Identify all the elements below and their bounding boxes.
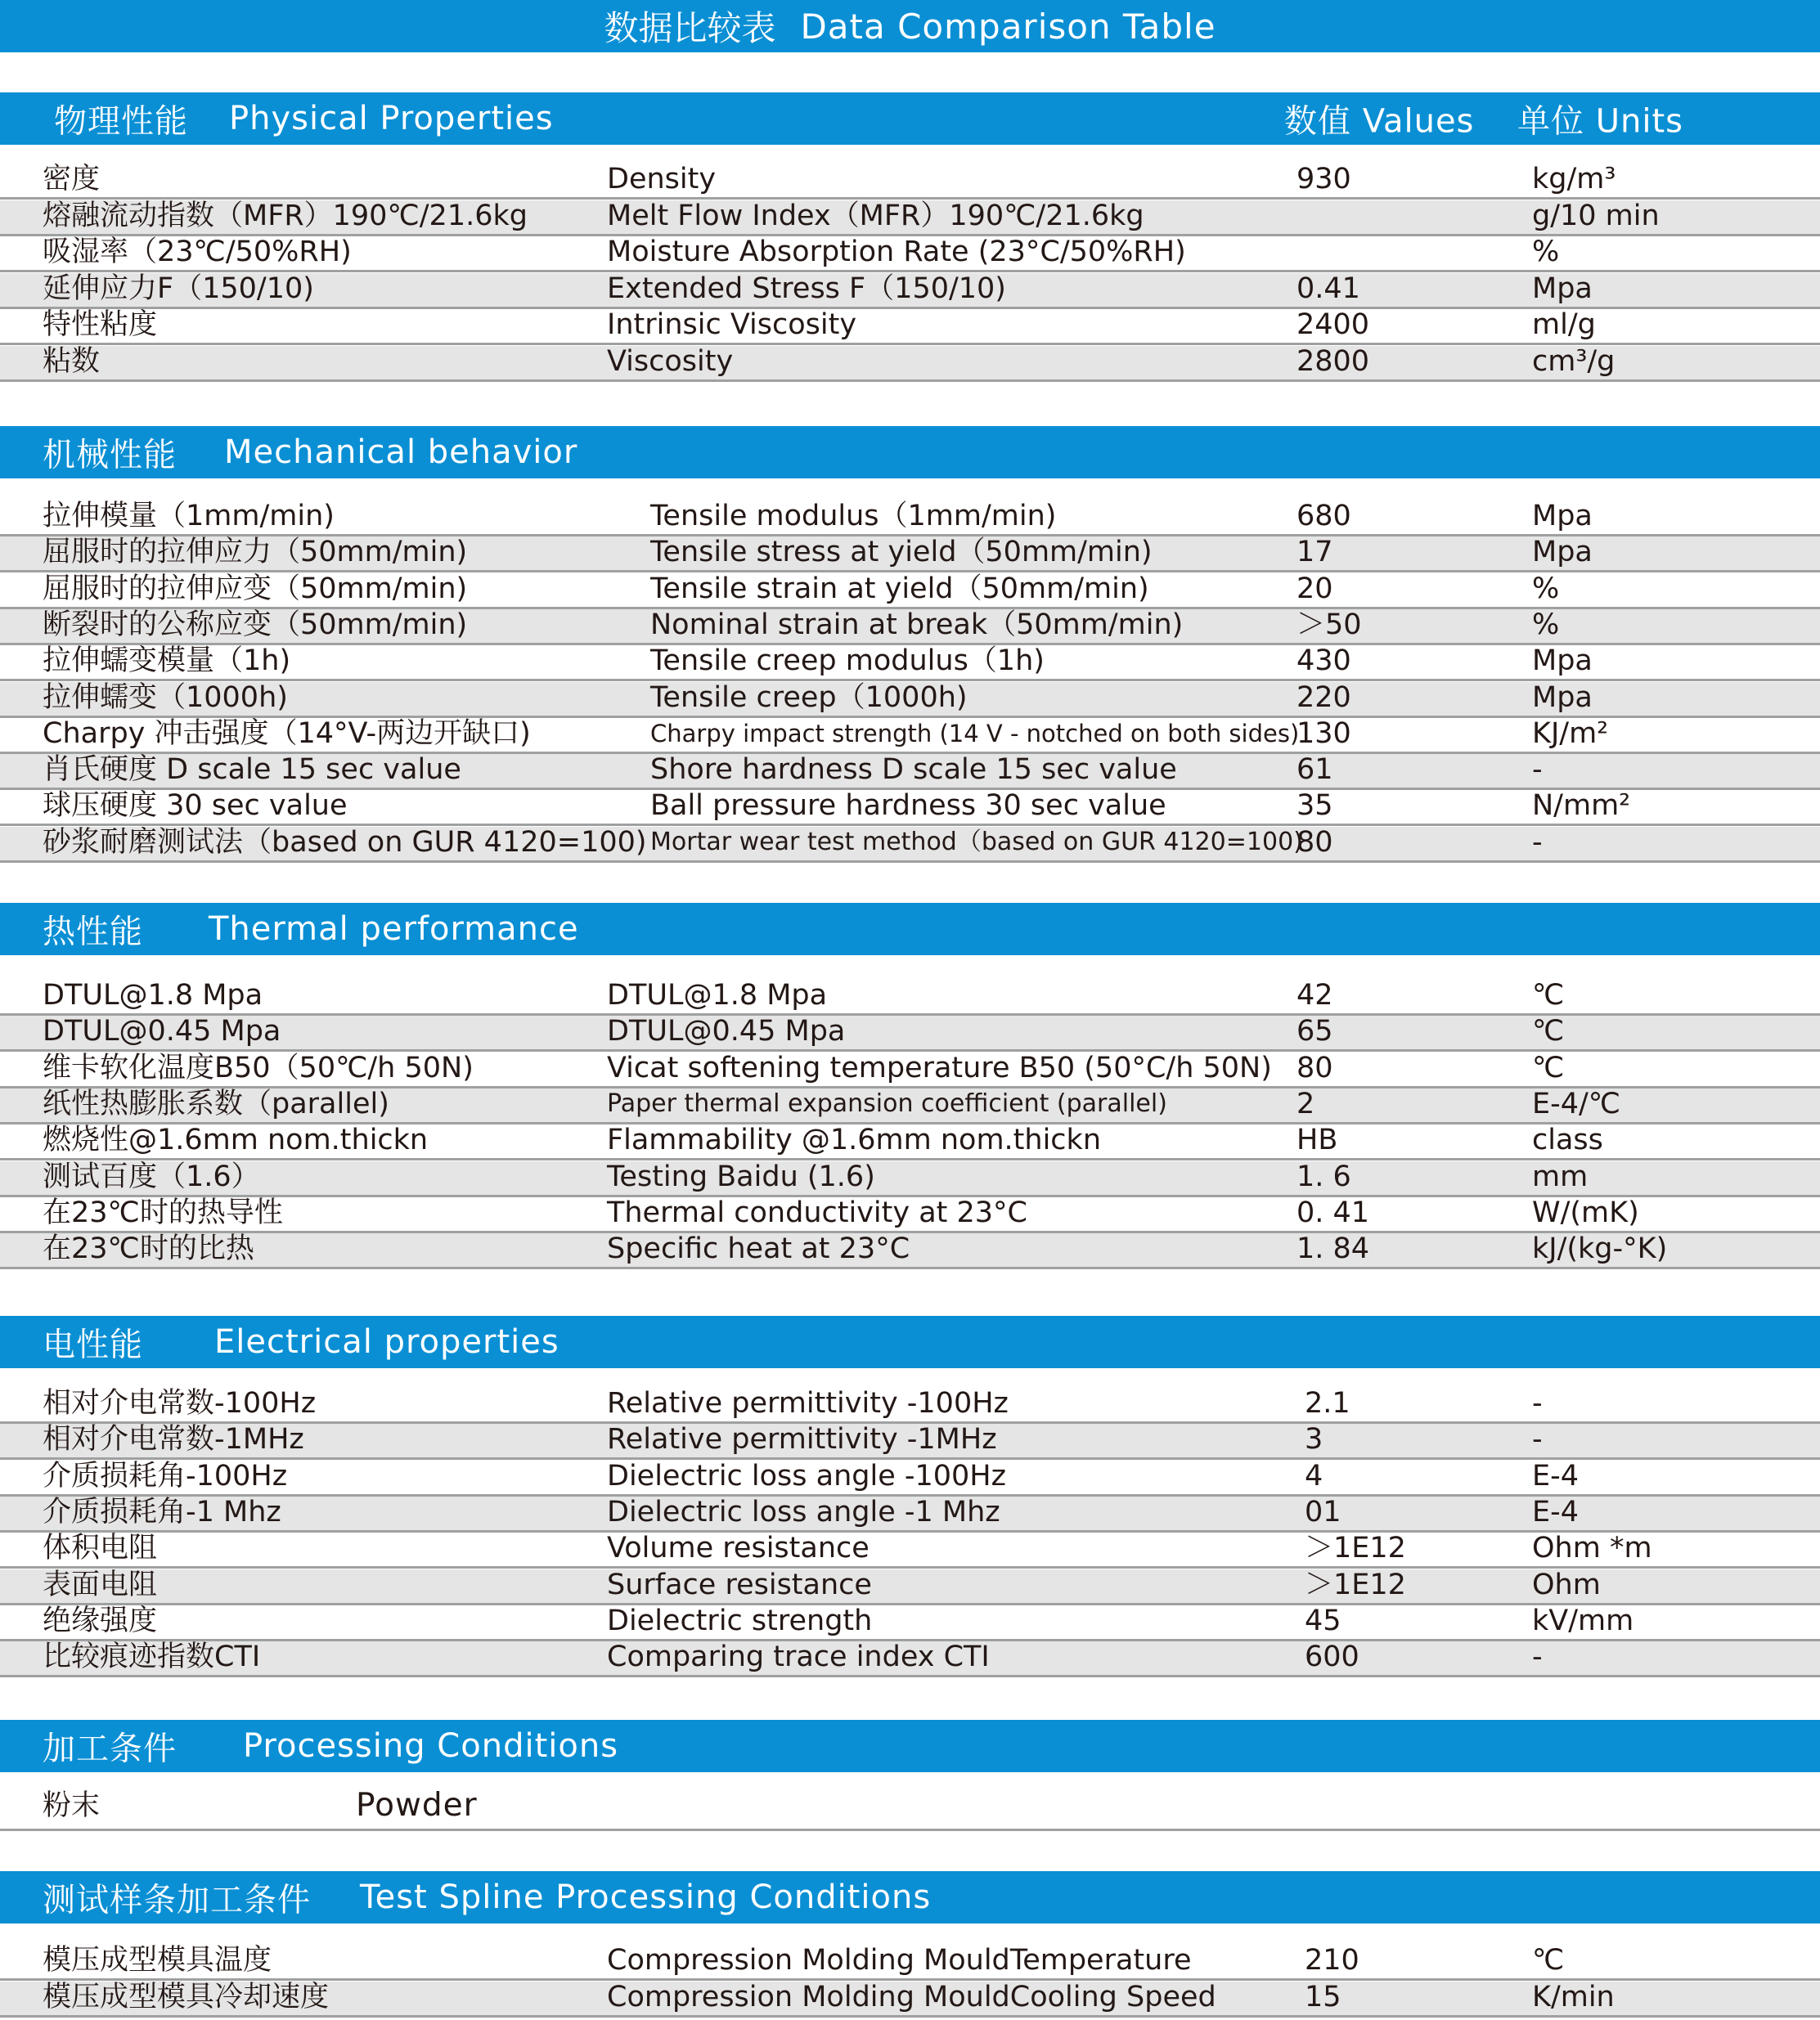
property-value: 2.1	[1305, 1387, 1350, 1420]
section-title-zh: 机械性能	[43, 436, 177, 474]
table-row	[0, 1569, 1820, 1605]
section-title-en: Test Spline Processing Conditions	[360, 1879, 932, 1916]
property-name-en: Moisture Absorption Rate (23°C/50%RH)	[607, 236, 1186, 268]
processing-section-header	[0, 1720, 1820, 1772]
property-name-en: Tensile strain at yield（50mm/min)	[650, 572, 1149, 605]
property-value: 210	[1305, 1944, 1359, 1977]
property-name-en: Tensile stress at yield（50mm/min)	[650, 536, 1153, 569]
property-unit: -	[1532, 1387, 1543, 1420]
property-name-zh: 粘数	[43, 344, 101, 378]
property-name-zh: 模压成型模具温度	[43, 1944, 272, 1977]
section-title-zh: 热性能	[43, 913, 143, 951]
electrical-section-header	[0, 1316, 1820, 1368]
property-value: ＞50	[1296, 608, 1362, 641]
property-unit: E-4	[1532, 1459, 1580, 1493]
property-name-en: DTUL@0.45 Mpa	[607, 1015, 846, 1048]
property-value: 61	[1296, 753, 1333, 787]
property-value: 1. 84	[1296, 1232, 1370, 1266]
table-row	[0, 682, 1820, 718]
table-row	[0, 609, 1820, 645]
property-unit: Mpa	[1532, 536, 1593, 569]
property-name-zh: 屈服时的拉伸应变（50mm/min)	[43, 572, 468, 605]
property-name-en: DTUL@1.8 Mpa	[607, 979, 828, 1012]
table-row	[0, 718, 1820, 754]
property-name-zh: 拉伸蠕变（1000h)	[43, 680, 288, 714]
table-row	[0, 501, 1820, 536]
property-unit: Mpa	[1532, 272, 1593, 305]
table-row	[0, 1641, 1820, 1677]
section-title-en: Mechanical behavior	[224, 433, 578, 471]
section-title-en: Processing Conditions	[243, 1727, 619, 1765]
test-spline-section-header	[0, 1871, 1820, 1923]
property-name-zh: 熔融流动指数（MFR）190℃/21.6kg	[43, 199, 528, 232]
property-name-zh: 相对介电常数-1MHz	[43, 1423, 304, 1457]
property-name-zh: 砂浆耐磨测试法（based on GUR 4120=100)	[43, 825, 647, 859]
property-value: 17	[1296, 536, 1333, 569]
property-name-en: Compression Molding MouldTemperature	[607, 1944, 1192, 1977]
property-name-en: Extended Stress F（150/10)	[607, 272, 1006, 305]
thermal-section-header	[0, 903, 1820, 955]
property-unit: KJ/m²	[1532, 716, 1609, 750]
table-row	[0, 1945, 1820, 1981]
property-unit: kV/mm	[1532, 1604, 1634, 1637]
property-unit: %	[1532, 572, 1560, 605]
property-name-zh: DTUL@1.8 Mpa	[43, 979, 263, 1012]
property-name-zh: 屈服时的拉伸应力（50mm/min)	[43, 536, 468, 569]
property-unit: ℃	[1532, 979, 1565, 1012]
property-unit: ml/g	[1532, 308, 1596, 341]
property-name-zh: 介质损耗角-100Hz	[43, 1459, 288, 1493]
property-name-en: Volume resistance	[607, 1532, 870, 1565]
property-name-zh: 相对介电常数-100Hz	[43, 1387, 317, 1420]
property-name-zh: 测试百度（1.6）	[43, 1160, 260, 1193]
section-title-en: Thermal performance	[209, 910, 579, 948]
section-title-zh: 物理性能	[54, 102, 188, 141]
property-unit: kg/m³	[1532, 163, 1616, 195]
section-title-zh: 电性能	[43, 1326, 143, 1364]
property-value: ＞1E12	[1305, 1532, 1406, 1565]
property-unit: kJ/(kg-°K)	[1532, 1232, 1668, 1266]
property-name-zh: 介质损耗角-1 Mhz	[43, 1495, 281, 1528]
property-name-en: Surface resistance	[607, 1568, 872, 1601]
property-unit: -	[1532, 1423, 1543, 1457]
property-name-zh: 绝缘强度	[43, 1604, 158, 1637]
property-name-zh: 断裂时的公称应变（50mm/min)	[43, 608, 468, 641]
property-value: 35	[1296, 789, 1333, 823]
property-value: 80	[1296, 1051, 1333, 1084]
table-row	[0, 236, 1820, 272]
section-title-zh: 测试样条加工条件	[43, 1881, 311, 1919]
property-name-en: Intrinsic Viscosity	[607, 308, 857, 341]
property-value: 0.41	[1296, 272, 1360, 305]
property-unit: Ohm	[1532, 1568, 1601, 1601]
table-row	[0, 1497, 1820, 1533]
property-name-en: Testing Baidu (1.6)	[607, 1160, 875, 1193]
property-unit: N/mm²	[1532, 789, 1631, 823]
section-title-en: Electrical properties	[214, 1323, 559, 1361]
table-row	[0, 645, 1820, 681]
table-row	[0, 1016, 1820, 1052]
property-value: 1. 6	[1296, 1160, 1351, 1193]
property-name-zh: 延伸应力F（150/10)	[43, 272, 314, 305]
physical-section-header	[0, 92, 1820, 145]
property-name-en: Specific heat at 23°C	[607, 1232, 910, 1266]
table-row	[0, 164, 1820, 200]
table-row	[0, 200, 1820, 236]
property-name-en: Tensile modulus（1mm/min)	[650, 500, 1057, 532]
property-name-en: Shore hardness D scale 15 sec value	[650, 753, 1177, 787]
property-name-zh: 体积电阻	[43, 1532, 158, 1565]
property-name-zh: 密度	[43, 163, 101, 195]
table-row	[0, 273, 1820, 309]
property-name-en: Mortar wear test method（based on GUR 4120=100)	[650, 827, 1303, 856]
title-en: Data Comparison Table	[800, 6, 1216, 47]
processing-row	[0, 1772, 1820, 1831]
table-row	[0, 1533, 1820, 1569]
table-row	[0, 1388, 1820, 1424]
property-value: 20	[1296, 572, 1333, 605]
values-column-header: 数值 Values	[1284, 102, 1475, 141]
property-unit: cm³/g	[1532, 344, 1616, 378]
property-unit: W/(mK)	[1532, 1196, 1639, 1229]
mechanical-section-header	[0, 426, 1820, 478]
property-name-zh: 表面电阻	[43, 1568, 158, 1601]
property-value: 130	[1296, 716, 1351, 750]
property-name-en: Relative permittivity -100Hz	[607, 1387, 1009, 1420]
property-unit: %	[1532, 608, 1560, 641]
property-value: 15	[1305, 1980, 1341, 2013]
property-name-en: Relative permittivity -1MHz	[607, 1423, 997, 1457]
property-value: 430	[1296, 644, 1351, 678]
property-name-zh: 比较痕迹指数CTI	[43, 1641, 261, 1674]
property-name-zh: 在23℃时的热导性	[43, 1196, 283, 1229]
property-unit: Mpa	[1532, 680, 1593, 714]
property-value: 65	[1296, 1015, 1333, 1048]
table-row	[0, 1982, 1820, 2018]
table-row	[0, 1197, 1820, 1233]
table-row	[0, 1124, 1820, 1160]
property-unit: E-4/℃	[1532, 1087, 1621, 1120]
property-name-zh: 维卡软化温度B50（50℃/h 50N)	[43, 1051, 474, 1084]
property-value: 600	[1305, 1641, 1359, 1674]
property-name-zh: 拉伸模量（1mm/min)	[43, 500, 335, 532]
property-unit: Mpa	[1532, 644, 1593, 678]
property-name-en: Vicat softening temperature B50 (50°C/h 50N)	[607, 1051, 1272, 1084]
property-name-en: Density	[607, 163, 717, 195]
property-name-en: Comparing trace index CTI	[607, 1641, 990, 1674]
property-unit: ℃	[1532, 1051, 1565, 1084]
property-name-en: Dielectric strength	[607, 1604, 873, 1637]
property-name-zh: 吸湿率（23℃/50%RH)	[43, 236, 352, 268]
table-row	[0, 346, 1820, 382]
property-value: 0. 41	[1296, 1196, 1370, 1229]
property-unit: E-4	[1532, 1495, 1580, 1528]
property-unit: -	[1532, 1641, 1543, 1674]
property-unit: ℃	[1532, 1015, 1565, 1048]
property-value: ＞1E12	[1305, 1568, 1406, 1601]
property-unit: -	[1532, 825, 1543, 859]
table-row	[0, 980, 1820, 1016]
property-name-en: Dielectric loss angle -100Hz	[607, 1459, 1007, 1493]
table-row	[0, 1053, 1820, 1089]
property-name-en: Viscosity	[607, 344, 734, 378]
property-unit: Ohm *m	[1532, 1532, 1652, 1565]
property-name-zh: 特性粘度	[43, 308, 158, 341]
property-unit: mm	[1532, 1160, 1589, 1193]
table-row	[0, 1605, 1820, 1641]
table-row	[0, 1233, 1820, 1269]
property-value: 80	[1296, 825, 1333, 859]
property-value: 3	[1305, 1423, 1323, 1457]
table-row	[0, 309, 1820, 345]
property-name-zh: 球压硬度 30 sec value	[43, 789, 348, 823]
property-name-zh: Charpy 冲击强度（14°V-两边开缺口)	[43, 716, 531, 750]
property-name-en: Thermal conductivity at 23°C	[607, 1196, 1027, 1229]
property-value: 2	[1296, 1087, 1315, 1120]
property-value: 45	[1305, 1604, 1341, 1637]
property-unit: Mpa	[1532, 500, 1593, 532]
property-unit: ℃	[1532, 1944, 1565, 1977]
property-name-en: Compression Molding MouldCooling Speed	[607, 1980, 1216, 2013]
property-name-en: Paper thermal expansion coefficient (parallel)	[607, 1089, 1167, 1118]
property-name-zh: 纸性热膨胀系数（parallel)	[43, 1087, 389, 1120]
property-name-zh: 肖氏硬度 D scale 15 sec value	[43, 753, 461, 787]
property-unit: class	[1532, 1124, 1603, 1157]
processing-zh: 粉末	[43, 1789, 101, 1822]
table-row	[0, 827, 1820, 863]
property-value: 680	[1296, 500, 1351, 532]
property-unit: -	[1532, 753, 1543, 787]
table-row	[0, 1424, 1820, 1460]
property-name-en: Nominal strain at break（50mm/min)	[650, 608, 1184, 641]
table-row	[0, 1089, 1820, 1124]
table-row	[0, 754, 1820, 790]
property-value: 2400	[1296, 308, 1370, 341]
property-name-en: Ball pressure hardness 30 sec value	[650, 789, 1166, 823]
table-row	[0, 573, 1820, 609]
property-name-en: Flammability @1.6mm nom.thickn	[607, 1124, 1102, 1157]
table-row	[0, 1161, 1820, 1197]
property-value: 220	[1296, 680, 1351, 714]
title-banner	[0, 0, 1820, 52]
property-value: 930	[1296, 163, 1351, 195]
property-name-en: Melt Flow Index（MFR）190℃/21.6kg	[607, 199, 1144, 232]
property-value: 01	[1305, 1495, 1341, 1528]
property-unit: K/min	[1532, 1980, 1615, 2013]
title-zh: 数据比较表	[604, 8, 776, 48]
property-name-en: Dielectric loss angle -1 Mhz	[607, 1495, 1000, 1528]
property-name-zh: DTUL@0.45 Mpa	[43, 1015, 281, 1048]
property-unit: %	[1532, 236, 1560, 268]
property-value: HB	[1296, 1124, 1338, 1157]
property-name-zh: 在23℃时的比热	[43, 1232, 254, 1266]
property-name-zh: 模压成型模具冷却速度	[43, 1980, 330, 2013]
property-name-en: Tensile creep（1000h)	[650, 680, 968, 714]
property-value: 42	[1296, 979, 1333, 1012]
property-value: 2800	[1296, 344, 1370, 378]
property-unit: g/10 min	[1532, 199, 1660, 232]
property-name-zh: 拉伸蠕变模量（1h)	[43, 644, 291, 678]
processing-en: Powder	[356, 1787, 478, 1824]
property-name-en: Tensile creep modulus（1h)	[650, 644, 1045, 678]
property-name-en: Charpy impact strength (14 V - notched on both sides)	[650, 719, 1300, 747]
units-column-header: 单位 Units	[1517, 102, 1683, 141]
property-name-zh: 燃烧性@1.6mm nom.thickn	[43, 1124, 429, 1157]
section-title-zh: 加工条件	[43, 1730, 177, 1768]
table-row	[0, 536, 1820, 572]
section-title-en: Physical Properties	[229, 100, 554, 137]
table-row	[0, 1461, 1820, 1497]
table-row	[0, 790, 1820, 826]
property-value: 4	[1305, 1459, 1323, 1493]
